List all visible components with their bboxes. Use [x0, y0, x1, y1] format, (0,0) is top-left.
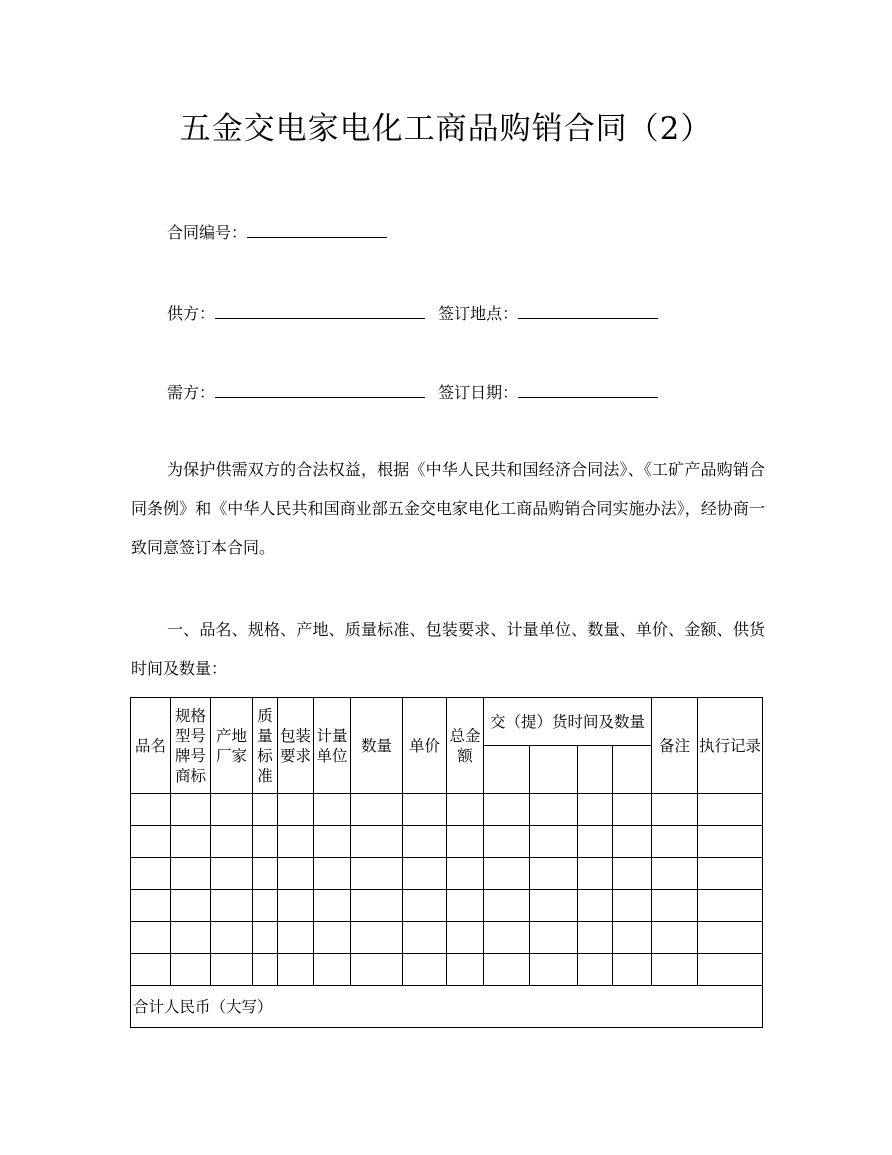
table-cell[interactable]	[314, 954, 351, 986]
table-row	[131, 826, 763, 858]
table-cell[interactable]	[253, 858, 278, 890]
table-cell[interactable]	[171, 794, 211, 826]
header-amount: 总金额	[447, 698, 484, 794]
contract-number-line	[167, 221, 387, 243]
table-cell[interactable]	[403, 826, 447, 858]
table-cell[interactable]	[278, 890, 314, 922]
goods-table	[130, 697, 763, 1028]
delivery-subcell[interactable]	[484, 746, 530, 794]
contract-number-label: 合同编号：	[167, 223, 248, 242]
table-cell[interactable]	[698, 890, 763, 922]
header-remark: 备注	[652, 698, 698, 794]
table-row	[131, 858, 763, 890]
total-rmb-cell[interactable]: 合计人民币（大写）	[131, 986, 763, 1028]
document-title: 五金交电家电化工商品购销合同（2）	[179, 111, 713, 147]
table-cell[interactable]	[447, 954, 484, 986]
supplier-line	[167, 302, 658, 324]
delivery-subcell[interactable]	[613, 746, 652, 794]
table-cell[interactable]	[652, 954, 698, 986]
contract-number-field[interactable]	[247, 221, 387, 238]
table-cell[interactable]	[447, 794, 484, 826]
table-cell[interactable]	[613, 922, 652, 954]
table-cell[interactable]	[652, 922, 698, 954]
table-cell[interactable]	[578, 794, 613, 826]
header-delivery: 交（提）货时间及数量	[484, 698, 652, 746]
delivery-subcell[interactable]	[530, 746, 578, 794]
table-cell[interactable]	[314, 858, 351, 890]
table-cell[interactable]	[351, 858, 403, 890]
table-cell[interactable]	[484, 826, 530, 858]
table-cell[interactable]	[351, 794, 403, 826]
table-cell[interactable]	[530, 826, 578, 858]
total-row	[131, 986, 763, 1028]
table-cell[interactable]	[351, 922, 403, 954]
table-cell[interactable]	[613, 826, 652, 858]
table-row	[131, 922, 763, 954]
table-cell[interactable]	[578, 826, 613, 858]
table-cell[interactable]	[131, 922, 171, 954]
table-cell[interactable]	[253, 922, 278, 954]
header-price: 单价	[403, 698, 447, 794]
table-cell[interactable]	[278, 794, 314, 826]
table-cell[interactable]	[613, 954, 652, 986]
table-cell[interactable]	[171, 922, 211, 954]
table-cell[interactable]	[698, 794, 763, 826]
table-cell[interactable]	[278, 922, 314, 954]
table-cell[interactable]	[253, 890, 278, 922]
table-cell[interactable]	[484, 794, 530, 826]
table-row	[131, 954, 763, 986]
table-cell[interactable]	[314, 794, 351, 826]
sign-date-field[interactable]	[518, 381, 658, 398]
table-cell[interactable]	[652, 858, 698, 890]
table-cell[interactable]	[698, 922, 763, 954]
table-cell[interactable]	[652, 826, 698, 858]
table-cell[interactable]	[698, 826, 763, 858]
table-cell[interactable]	[530, 922, 578, 954]
table-cell[interactable]	[131, 858, 171, 890]
table-cell[interactable]	[351, 890, 403, 922]
table-cell[interactable]	[578, 858, 613, 890]
table-cell[interactable]	[131, 954, 171, 986]
table-cell[interactable]	[530, 858, 578, 890]
header-packing: 包装要求	[278, 698, 314, 794]
table-cell[interactable]	[484, 858, 530, 890]
table-cell[interactable]	[253, 794, 278, 826]
table-cell[interactable]	[211, 794, 253, 826]
table-cell[interactable]	[530, 890, 578, 922]
table-cell[interactable]	[171, 826, 211, 858]
table-cell[interactable]	[484, 954, 530, 986]
table-cell[interactable]	[278, 826, 314, 858]
table-cell[interactable]	[530, 794, 578, 826]
section1-paragraph: 一、品名、规格、产地、质量标准、包装要求、计量单位、数量、单价、金额、供货时间及数量：	[131, 620, 765, 678]
sign-place-field[interactable]	[518, 302, 658, 319]
header-quantity: 数量	[351, 698, 403, 794]
header-origin: 产地厂家	[211, 698, 253, 794]
table-cell[interactable]	[314, 922, 351, 954]
supplier-field[interactable]	[215, 302, 425, 319]
table-cell[interactable]	[171, 858, 211, 890]
buyer-label: 需方：	[167, 383, 216, 402]
sign-date-label: 签订日期：	[438, 383, 519, 402]
header-record: 执行记录	[698, 698, 763, 794]
table-row	[131, 794, 763, 826]
table-cell[interactable]	[211, 922, 253, 954]
table-cell[interactable]	[447, 858, 484, 890]
table-cell[interactable]	[131, 826, 171, 858]
table-cell[interactable]	[484, 922, 530, 954]
header-name: 品名	[131, 698, 171, 794]
table-cell[interactable]	[530, 954, 578, 986]
intro-paragraph: 为保护供需双方的合法权益，根据《中华人民共和国经济合同法》、《工矿产品购销合同条例》和《中华人民共和国商业部五金交电家电化工商品购销合同实施办法》，经协商一致同意签订本合同。	[131, 460, 765, 557]
table-cell[interactable]	[578, 922, 613, 954]
table-cell[interactable]	[447, 890, 484, 922]
header-quality: 质量标准	[253, 698, 278, 794]
table-cell[interactable]	[484, 890, 530, 922]
table-cell[interactable]	[211, 954, 253, 986]
table-cell[interactable]	[578, 890, 613, 922]
header-spec: 规格型号牌号商标	[171, 698, 211, 794]
table-cell[interactable]	[171, 954, 211, 986]
table-cell[interactable]	[314, 890, 351, 922]
table-cell[interactable]	[314, 826, 351, 858]
table-cell[interactable]	[652, 794, 698, 826]
table-cell[interactable]	[403, 794, 447, 826]
table-cell[interactable]	[447, 826, 484, 858]
table-cell[interactable]	[447, 922, 484, 954]
table-cell[interactable]	[613, 794, 652, 826]
table-cell[interactable]	[253, 954, 278, 986]
table-cell[interactable]	[131, 794, 171, 826]
table-cell[interactable]	[253, 826, 278, 858]
supplier-label: 供方：	[167, 304, 216, 323]
table-cell[interactable]	[131, 890, 171, 922]
table-cell[interactable]	[613, 890, 652, 922]
table-cell[interactable]	[613, 858, 652, 890]
table-cell[interactable]	[351, 954, 403, 986]
sign-place-label: 签订地点：	[438, 304, 519, 323]
table-cell[interactable]	[403, 858, 447, 890]
table-cell[interactable]	[211, 826, 253, 858]
table-cell[interactable]	[351, 826, 403, 858]
table-cell[interactable]	[652, 890, 698, 922]
table-cell[interactable]	[211, 858, 253, 890]
buyer-line	[167, 381, 658, 403]
table-cell[interactable]	[278, 858, 314, 890]
buyer-field[interactable]	[215, 381, 425, 398]
table-cell[interactable]	[578, 954, 613, 986]
table-row	[131, 890, 763, 922]
table-cell[interactable]	[698, 858, 763, 890]
table-cell[interactable]	[211, 890, 253, 922]
table-cell[interactable]	[403, 922, 447, 954]
table-cell[interactable]	[698, 954, 763, 986]
table-cell[interactable]	[403, 890, 447, 922]
table-cell[interactable]	[403, 954, 447, 986]
header-unit: 计量单位	[314, 698, 351, 794]
table-cell[interactable]	[171, 890, 211, 922]
table-cell[interactable]	[278, 954, 314, 986]
delivery-subcell[interactable]	[578, 746, 613, 794]
